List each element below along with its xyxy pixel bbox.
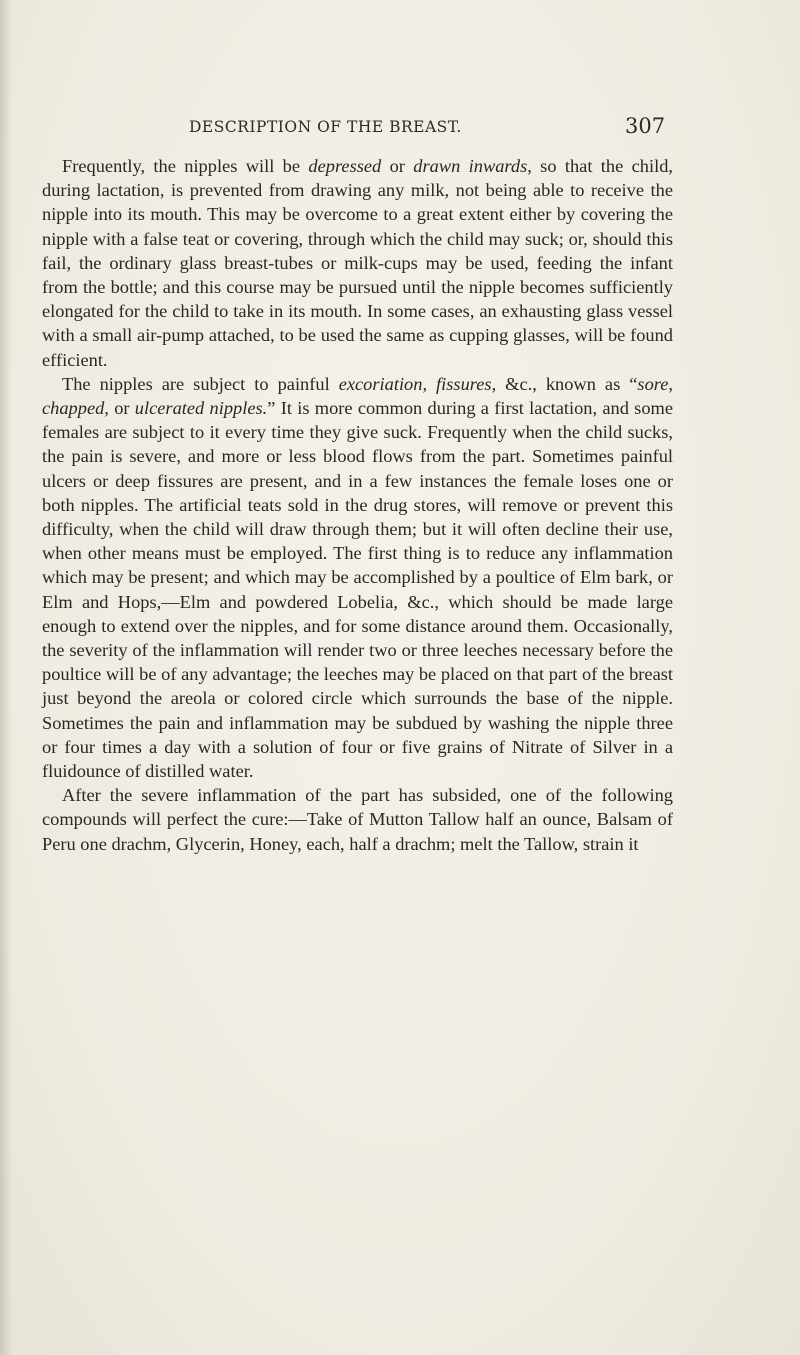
- text-run: ” It is more common during a first lactation, and some females are subject to it every time they give suck. Frequently when the child sucks, the pain is severe, and more or less blood flows from the part. Sometimes painful ulcers or deep fissures are present, and in a few instances the female loses one or both nipples. The artificial teats sold in the drug stores, will remove or prevent this difficulty, when the child will draw through them; but it will often decline their use, when other means must be employed. The first thing is to reduce any inflammation which may be present; and which may be accomplished by a poultice of Elm bark, or Elm and Hops,—Elm and powdered Lobelia, &c., which should be made large enough to extend over the nipples, and for some distance around them. Occasionally, the severity of the inflammation will render two or three leeches necessary before the poultice will be of any advantage; the leeches may be placed on that part of the breast just beyond the areola or colored circle which surrounds the base of the nipple. Sometimes the pain and inflammation may be subdued by washing the nipple three or four times a day with a solution of four or five grains of Nitrate of Silver in a fluidounce of distilled water.: [42, 398, 674, 782]
- paragraph-sore-nipples: [42, 372, 673, 783]
- text-run: , so that the child, during lactation, is prevented from drawing any milk, not being able to receive the nipple into its mouth. This may be overcome to a great extent either by covering the nipple with a false teat or covering, through which the child may suck; or, should this fail, the ordinary glass breast-tubes or milk-cups may be used, feeding the infant from the bottle; and this course may be pursued until the nipple becomes sufficiently elongated for the child to take in its mouth. In some cases, an exhausting glass vessel with a small air-pump attached, to be used the same as cupping glasses, will be found efficient.: [42, 156, 673, 370]
- page-edge-shadow: [0, 0, 12, 1355]
- text-run: After the severe inflammation of the part has subsided, one of the following compounds will perfect the cure:—Take of Mutton Tallow half an ounce, Balsam of Peru one drachm, Glycerin, Honey, each, half a drachm; melt the Tallow, strain it: [42, 785, 673, 854]
- body-text: [42, 154, 673, 856]
- paragraph-cure-compound: [42, 783, 673, 856]
- italic-term: excoriation, fissures,: [338, 373, 497, 394]
- running-head: DESCRIPTION OF THE BREAST.: [189, 118, 462, 136]
- page-header: [0, 114, 800, 144]
- italic-term: sore, chapped,: [42, 373, 673, 419]
- text-run: or: [381, 156, 414, 176]
- italic-term: drawn inwards: [413, 156, 528, 176]
- italic-term: depressed: [308, 156, 382, 176]
- text-run: The nipples are subject to painful: [62, 373, 339, 394]
- text-run: Frequently, the nipples will be: [62, 156, 309, 176]
- paragraph-depressed-nipples: [42, 154, 673, 372]
- italic-term: ulcerated nipples.: [134, 398, 268, 419]
- text-run: or: [108, 398, 135, 419]
- page-number: 307: [625, 114, 666, 138]
- text-run: &c., known as “: [496, 373, 638, 394]
